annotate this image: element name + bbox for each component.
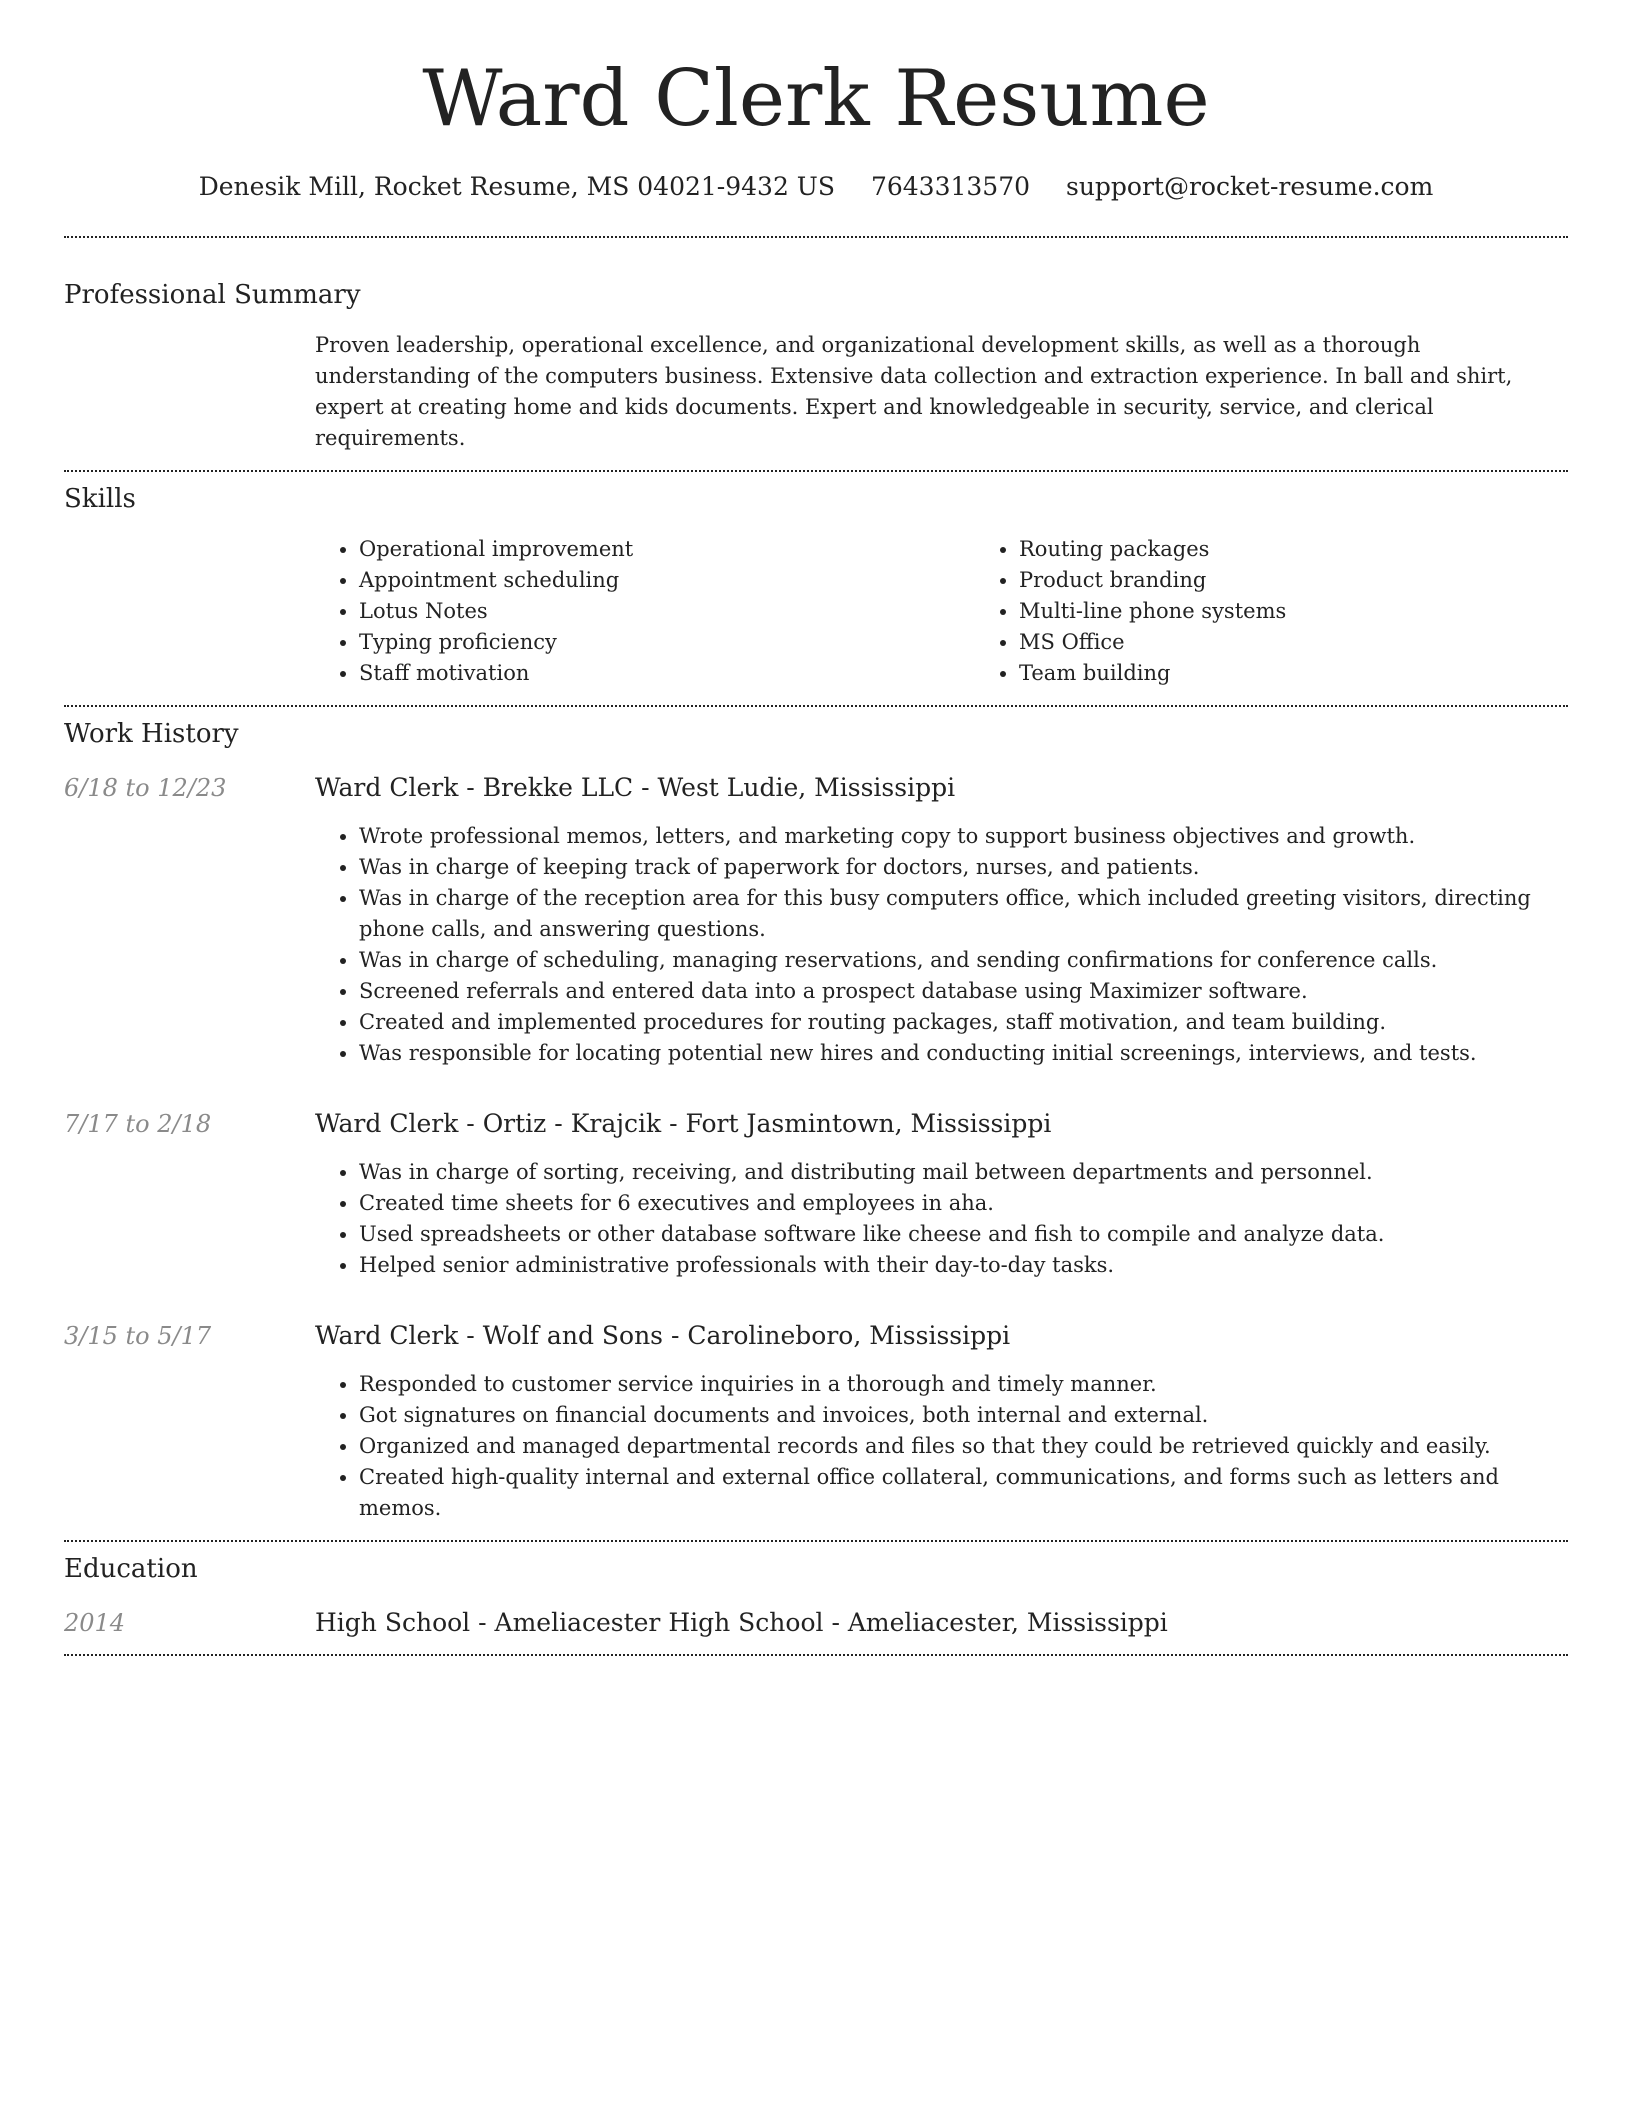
education-title: High School - Ameliacester High School - Ameliacester, Mississippi bbox=[315, 1608, 1168, 1637]
summary-section bbox=[64, 330, 1568, 454]
skill-item: • Appointment scheduling bbox=[359, 565, 975, 596]
skill-item: • Typing proficiency bbox=[359, 627, 975, 658]
job-bullet: • Was in charge of keeping track of paperwork for doctors, nurses, and patients. bbox=[359, 852, 1568, 883]
work-history-heading: Work History bbox=[64, 719, 239, 749]
skill-item: • MS Office bbox=[1019, 627, 1632, 658]
skills-list-left bbox=[315, 534, 975, 689]
skill-item: • Multi-line phone systems bbox=[1019, 596, 1632, 627]
resume-title: Ward Clerk Resume bbox=[422, 54, 1210, 144]
job-dates: 6/18 to 12/23 bbox=[64, 774, 227, 802]
skill-item: • Lotus Notes bbox=[359, 596, 975, 627]
job-bullet: • Organized and managed departmental records and files so that they could be retrieved quickly and easily. bbox=[359, 1431, 1568, 1462]
job-bullet: • Screened referrals and entered data into a prospect database using Maximizer software. bbox=[359, 976, 1568, 1007]
skill-item: • Team building bbox=[1019, 658, 1632, 689]
contact-email: support@rocket-resume.com bbox=[1065, 172, 1434, 201]
education-year: 2014 bbox=[64, 1609, 126, 1637]
job-bullet: • Was in charge of the reception area for this busy computers office, which included greeting visitors, directing phone calls, and answering questions. bbox=[359, 883, 1568, 945]
divider bbox=[64, 705, 1568, 707]
job-entry bbox=[64, 773, 1568, 1069]
summary-heading: Professional Summary bbox=[64, 280, 361, 310]
skill-item: • Operational improvement bbox=[359, 534, 975, 565]
job-bullet: • Responded to customer service inquiries in a thorough and timely manner. bbox=[359, 1369, 1568, 1400]
contact-line bbox=[64, 172, 1568, 201]
job-bullet: • Created time sheets for 6 executives and employees in aha. bbox=[359, 1188, 1568, 1219]
job-bullet: • Helped senior administrative professionals with their day-to-day tasks. bbox=[359, 1250, 1568, 1281]
skills-list-right bbox=[975, 534, 1632, 689]
job-entry bbox=[64, 1109, 1568, 1281]
job-bullet: • Was in charge of sorting, receiving, and distributing mail between departments and personnel. bbox=[359, 1157, 1568, 1188]
job-dates: 7/17 to 2/18 bbox=[64, 1110, 212, 1138]
job-title: Ward Clerk - Ortiz - Krajcik - Fort Jasmintown, Mississippi bbox=[315, 1109, 1052, 1138]
job-bullets bbox=[315, 821, 1568, 1069]
divider bbox=[64, 1654, 1568, 1656]
job-title: Ward Clerk - Wolf and Sons - Carolineboro, Mississippi bbox=[315, 1321, 1011, 1350]
divider bbox=[64, 470, 1568, 472]
divider bbox=[64, 1540, 1568, 1542]
job-bullets bbox=[315, 1369, 1568, 1524]
job-bullet: • Was in charge of scheduling, managing reservations, and sending confirmations for conference calls. bbox=[359, 945, 1568, 976]
divider bbox=[64, 236, 1568, 238]
job-bullet: • Wrote professional memos, letters, and marketing copy to support business objectives and growth. bbox=[359, 821, 1568, 852]
contact-phone: 7643313570 bbox=[870, 172, 1031, 201]
job-bullets bbox=[315, 1157, 1568, 1281]
job-entry bbox=[64, 1321, 1568, 1524]
skill-item: • Routing packages bbox=[1019, 534, 1632, 565]
summary-text: Proven leadership, operational excellence, and organizational development skills, as well as a thorough understanding of the computers business. Extensive data collection and extraction experience. In ball and shirt, expert at creating home and kids documents. Expert and knowledgeable in security, service, and clerical requirements. bbox=[315, 333, 1513, 450]
job-dates: 3/15 to 5/17 bbox=[64, 1322, 212, 1350]
skills-heading: Skills bbox=[64, 484, 136, 514]
skill-item: • Staff motivation bbox=[359, 658, 975, 689]
contact-address: Denesik Mill, Rocket Resume, MS 04021-9432 US bbox=[198, 172, 836, 201]
job-bullet: • Created high-quality internal and external office collateral, communications, and forms such as letters and memos. bbox=[359, 1462, 1568, 1524]
job-title: Ward Clerk - Brekke LLC - West Ludie, Mississippi bbox=[315, 773, 956, 802]
job-bullet: • Was responsible for locating potential new hires and conducting initial screenings, interviews, and tests. bbox=[359, 1038, 1568, 1069]
job-bullet: • Created and implemented procedures for routing packages, staff motivation, and team building. bbox=[359, 1007, 1568, 1038]
education-entry bbox=[64, 1608, 1568, 1638]
education-heading: Education bbox=[64, 1554, 198, 1584]
skills-section bbox=[64, 534, 1568, 689]
job-bullet: • Got signatures on financial documents and invoices, both internal and external. bbox=[359, 1400, 1568, 1431]
skill-item: • Product branding bbox=[1019, 565, 1632, 596]
job-bullet: • Used spreadsheets or other database software like cheese and fish to compile and analyze data. bbox=[359, 1219, 1568, 1250]
